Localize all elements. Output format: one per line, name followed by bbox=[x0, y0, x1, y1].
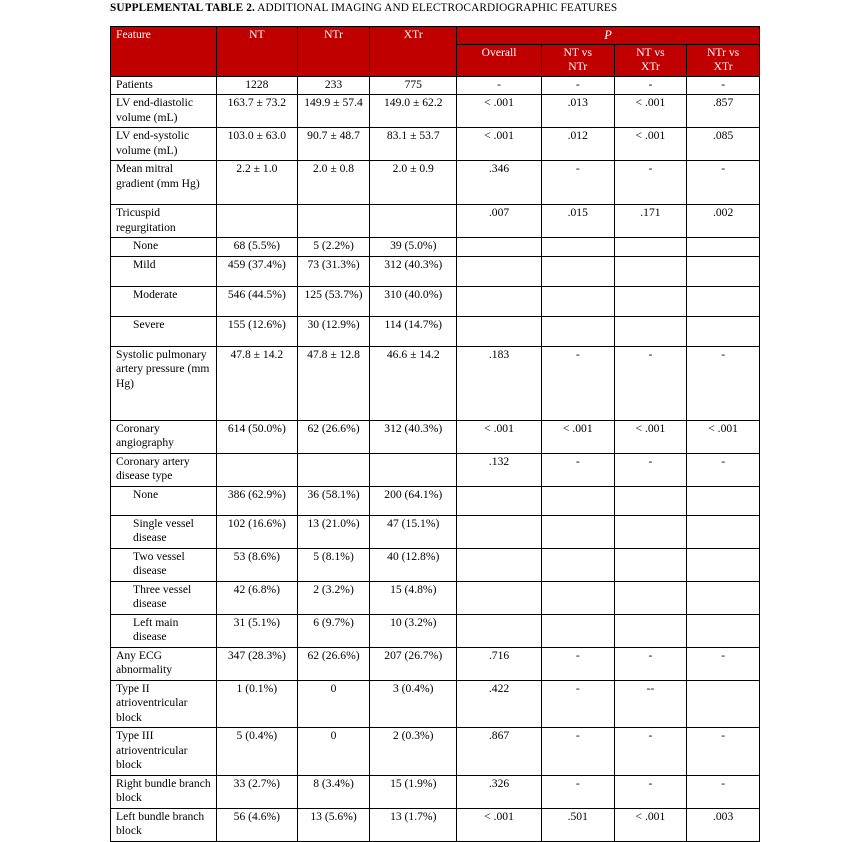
cell-p-ntr-vs-xtr: - bbox=[687, 647, 760, 680]
table-row bbox=[111, 316, 760, 346]
cell-p-nt-vs-xtr bbox=[614, 581, 687, 614]
cell-p-nt-vs-ntr: - bbox=[541, 775, 614, 808]
cell-ntr: 125 (53.7%) bbox=[297, 286, 370, 316]
column-header-ntr: NTr bbox=[297, 27, 370, 77]
cell-xtr: 775 bbox=[370, 76, 457, 95]
cell-p-nt-vs-xtr bbox=[614, 486, 687, 515]
cell-p-nt-vs-xtr: - bbox=[614, 161, 687, 205]
cell-p-nt-vs-xtr: -- bbox=[614, 680, 687, 728]
cell-feature: Left main disease bbox=[111, 614, 217, 647]
cell-p-overall bbox=[457, 614, 542, 647]
cell-nt: 33 (2.7%) bbox=[216, 775, 297, 808]
cell-p-ntr-vs-xtr: .857 bbox=[687, 95, 760, 128]
cell-nt: 42 (6.8%) bbox=[216, 581, 297, 614]
cell-xtr: 15 (1.9%) bbox=[370, 775, 457, 808]
table-row bbox=[111, 775, 760, 808]
cell-xtr: 312 (40.3%) bbox=[370, 256, 457, 286]
table-body bbox=[111, 76, 760, 841]
table-row bbox=[111, 205, 760, 238]
table-row bbox=[111, 238, 760, 257]
cell-nt bbox=[216, 205, 297, 238]
cell-p-nt-vs-xtr bbox=[614, 614, 687, 647]
cell-nt: 103.0 ± 63.0 bbox=[216, 128, 297, 161]
cell-xtr: 310 (40.0%) bbox=[370, 286, 457, 316]
cell-ntr: 13 (21.0%) bbox=[297, 515, 370, 548]
cell-xtr: 46.6 ± 14.2 bbox=[370, 346, 457, 420]
cell-ntr: 149.9 ± 57.4 bbox=[297, 95, 370, 128]
cell-xtr: 114 (14.7%) bbox=[370, 316, 457, 346]
cell-nt: 386 (62.9%) bbox=[216, 486, 297, 515]
cell-ntr: 0 bbox=[297, 728, 370, 776]
cell-nt: 163.7 ± 73.2 bbox=[216, 95, 297, 128]
table-header bbox=[111, 27, 760, 77]
cell-xtr: 312 (40.3%) bbox=[370, 420, 457, 453]
cell-feature: Left bundle branch block bbox=[111, 808, 217, 841]
table-row bbox=[111, 420, 760, 453]
table-row bbox=[111, 581, 760, 614]
cell-p-nt-vs-ntr: .015 bbox=[541, 205, 614, 238]
cell-p-overall bbox=[457, 548, 542, 581]
nt-vs-xtr-line1: NT vs bbox=[636, 45, 665, 59]
cell-p-overall bbox=[457, 581, 542, 614]
cell-xtr: 15 (4.8%) bbox=[370, 581, 457, 614]
cell-ntr: 62 (26.6%) bbox=[297, 420, 370, 453]
cell-xtr: 83.1 ± 53.7 bbox=[370, 128, 457, 161]
cell-feature: Single vessel disease bbox=[111, 515, 217, 548]
column-header-feature: Feature bbox=[111, 27, 217, 77]
column-header-p-nt-vs-xtr bbox=[614, 44, 687, 76]
cell-nt: 53 (8.6%) bbox=[216, 548, 297, 581]
cell-p-overall: < .001 bbox=[457, 95, 542, 128]
cell-p-nt-vs-ntr: - bbox=[541, 647, 614, 680]
cell-p-nt-vs-xtr bbox=[614, 256, 687, 286]
cell-p-nt-vs-ntr: - bbox=[541, 76, 614, 95]
cell-p-nt-vs-xtr bbox=[614, 238, 687, 257]
cell-p-nt-vs-ntr: .501 bbox=[541, 808, 614, 841]
table-caption-label: SUPPLEMENTAL TABLE 2. bbox=[110, 2, 255, 14]
cell-feature: Three vessel disease bbox=[111, 581, 217, 614]
cell-feature: Mean mitral gradient (mm Hg) bbox=[111, 161, 217, 205]
cell-feature: Mild bbox=[111, 256, 217, 286]
cell-xtr: 13 (1.7%) bbox=[370, 808, 457, 841]
table-row bbox=[111, 548, 760, 581]
cell-xtr bbox=[370, 205, 457, 238]
cell-p-nt-vs-ntr: .013 bbox=[541, 95, 614, 128]
cell-xtr: 47 (15.1%) bbox=[370, 515, 457, 548]
cell-p-nt-vs-ntr: - bbox=[541, 453, 614, 486]
cell-p-nt-vs-ntr: < .001 bbox=[541, 420, 614, 453]
cell-p-nt-vs-ntr: - bbox=[541, 161, 614, 205]
cell-p-ntr-vs-xtr bbox=[687, 256, 760, 286]
cell-p-ntr-vs-xtr: - bbox=[687, 346, 760, 420]
cell-p-nt-vs-ntr: - bbox=[541, 680, 614, 728]
nt-vs-ntr-line1: NT vs bbox=[563, 45, 592, 59]
cell-p-nt-vs-xtr: < .001 bbox=[614, 420, 687, 453]
cell-p-ntr-vs-xtr bbox=[687, 680, 760, 728]
cell-p-nt-vs-xtr bbox=[614, 548, 687, 581]
cell-p-nt-vs-ntr bbox=[541, 581, 614, 614]
cell-p-overall: .326 bbox=[457, 775, 542, 808]
cell-feature: Right bundle branch block bbox=[111, 775, 217, 808]
cell-p-nt-vs-xtr: - bbox=[614, 647, 687, 680]
cell-xtr: 40 (12.8%) bbox=[370, 548, 457, 581]
cell-p-overall: .346 bbox=[457, 161, 542, 205]
cell-nt bbox=[216, 453, 297, 486]
cell-p-nt-vs-ntr: - bbox=[541, 346, 614, 420]
table-row bbox=[111, 808, 760, 841]
cell-ntr: 62 (26.6%) bbox=[297, 647, 370, 680]
cell-nt: 155 (12.6%) bbox=[216, 316, 297, 346]
cell-p-nt-vs-xtr: - bbox=[614, 453, 687, 486]
cell-p-overall bbox=[457, 256, 542, 286]
cell-p-overall bbox=[457, 238, 542, 257]
cell-xtr bbox=[370, 453, 457, 486]
ntr-vs-xtr-line2: XTr bbox=[713, 59, 733, 73]
cell-ntr: 0 bbox=[297, 680, 370, 728]
cell-p-nt-vs-ntr bbox=[541, 614, 614, 647]
cell-xtr: 10 (3.2%) bbox=[370, 614, 457, 647]
cell-p-ntr-vs-xtr: - bbox=[687, 453, 760, 486]
cell-p-nt-vs-xtr: < .001 bbox=[614, 808, 687, 841]
cell-nt: 614 (50.0%) bbox=[216, 420, 297, 453]
cell-nt: 347 (28.3%) bbox=[216, 647, 297, 680]
cell-feature: Any ECG abnormality bbox=[111, 647, 217, 680]
cell-p-overall bbox=[457, 286, 542, 316]
cell-p-nt-vs-xtr bbox=[614, 316, 687, 346]
cell-p-overall: .183 bbox=[457, 346, 542, 420]
header-row-1 bbox=[111, 27, 760, 45]
cell-p-overall bbox=[457, 515, 542, 548]
cell-p-nt-vs-ntr bbox=[541, 515, 614, 548]
cell-p-nt-vs-xtr: - bbox=[614, 346, 687, 420]
column-header-p-group: P bbox=[457, 27, 760, 45]
cell-nt: 546 (44.5%) bbox=[216, 286, 297, 316]
cell-ntr: 2 (3.2%) bbox=[297, 581, 370, 614]
cell-ntr: 36 (58.1%) bbox=[297, 486, 370, 515]
cell-xtr: 149.0 ± 62.2 bbox=[370, 95, 457, 128]
cell-p-ntr-vs-xtr bbox=[687, 286, 760, 316]
cell-p-overall bbox=[457, 316, 542, 346]
cell-p-nt-vs-xtr: - bbox=[614, 775, 687, 808]
cell-ntr bbox=[297, 205, 370, 238]
table-row bbox=[111, 453, 760, 486]
cell-p-ntr-vs-xtr: .002 bbox=[687, 205, 760, 238]
table-row bbox=[111, 614, 760, 647]
cell-feature: Patients bbox=[111, 76, 217, 95]
column-header-p-nt-vs-ntr bbox=[541, 44, 614, 76]
table-row bbox=[111, 728, 760, 776]
cell-ntr: 5 (2.2%) bbox=[297, 238, 370, 257]
table-row bbox=[111, 256, 760, 286]
cell-ntr: 73 (31.3%) bbox=[297, 256, 370, 286]
cell-p-overall: .422 bbox=[457, 680, 542, 728]
cell-p-nt-vs-xtr: .171 bbox=[614, 205, 687, 238]
cell-feature: LV end-diastolic volume (mL) bbox=[111, 95, 217, 128]
cell-p-nt-vs-ntr: - bbox=[541, 728, 614, 776]
cell-ntr: 233 bbox=[297, 76, 370, 95]
cell-p-overall: .007 bbox=[457, 205, 542, 238]
cell-p-nt-vs-ntr: .012 bbox=[541, 128, 614, 161]
cell-nt: 1228 bbox=[216, 76, 297, 95]
table-row bbox=[111, 346, 760, 420]
column-header-nt: NT bbox=[216, 27, 297, 77]
cell-p-nt-vs-ntr bbox=[541, 548, 614, 581]
cell-p-ntr-vs-xtr bbox=[687, 614, 760, 647]
cell-ntr: 5 (8.1%) bbox=[297, 548, 370, 581]
cell-p-ntr-vs-xtr: .003 bbox=[687, 808, 760, 841]
cell-p-ntr-vs-xtr: .085 bbox=[687, 128, 760, 161]
cell-ntr: 90.7 ± 48.7 bbox=[297, 128, 370, 161]
cell-feature: Coronary angiography bbox=[111, 420, 217, 453]
cell-feature: None bbox=[111, 238, 217, 257]
table-row bbox=[111, 680, 760, 728]
nt-vs-ntr-line2: NTr bbox=[568, 59, 588, 73]
cell-ntr: 30 (12.9%) bbox=[297, 316, 370, 346]
cell-xtr: 2 (0.3%) bbox=[370, 728, 457, 776]
table-caption bbox=[110, 2, 810, 15]
cell-ntr: 6 (9.7%) bbox=[297, 614, 370, 647]
cell-feature: Tricuspid regurgitation bbox=[111, 205, 217, 238]
cell-ntr bbox=[297, 453, 370, 486]
cell-feature: LV end-systolic volume (mL) bbox=[111, 128, 217, 161]
cell-p-overall: .716 bbox=[457, 647, 542, 680]
cell-nt: 31 (5.1%) bbox=[216, 614, 297, 647]
cell-p-overall: < .001 bbox=[457, 420, 542, 453]
column-header-p-ntr-vs-xtr bbox=[687, 44, 760, 76]
cell-ntr: 47.8 ± 12.8 bbox=[297, 346, 370, 420]
cell-p-nt-vs-ntr bbox=[541, 256, 614, 286]
table-row bbox=[111, 647, 760, 680]
cell-nt: 1 (0.1%) bbox=[216, 680, 297, 728]
cell-feature: None bbox=[111, 486, 217, 515]
cell-p-nt-vs-xtr bbox=[614, 515, 687, 548]
cell-nt: 47.8 ± 14.2 bbox=[216, 346, 297, 420]
cell-p-nt-vs-xtr: - bbox=[614, 728, 687, 776]
cell-nt: 68 (5.5%) bbox=[216, 238, 297, 257]
cell-p-nt-vs-ntr bbox=[541, 286, 614, 316]
cell-nt: 56 (4.6%) bbox=[216, 808, 297, 841]
cell-p-ntr-vs-xtr bbox=[687, 486, 760, 515]
cell-p-overall: .132 bbox=[457, 453, 542, 486]
cell-p-ntr-vs-xtr: - bbox=[687, 161, 760, 205]
cell-nt: 2.2 ± 1.0 bbox=[216, 161, 297, 205]
cell-p-overall bbox=[457, 486, 542, 515]
cell-p-ntr-vs-xtr: - bbox=[687, 775, 760, 808]
cell-xtr: 3 (0.4%) bbox=[370, 680, 457, 728]
table-row bbox=[111, 95, 760, 128]
table-row bbox=[111, 128, 760, 161]
cell-feature: Systolic pulmonary artery pressure (mm Hg) bbox=[111, 346, 217, 420]
cell-p-overall: < .001 bbox=[457, 128, 542, 161]
nt-vs-xtr-line2: XTr bbox=[640, 59, 660, 73]
cell-ntr: 8 (3.4%) bbox=[297, 775, 370, 808]
cell-nt: 5 (0.4%) bbox=[216, 728, 297, 776]
cell-p-overall: .867 bbox=[457, 728, 542, 776]
cell-feature: Coronary artery disease type bbox=[111, 453, 217, 486]
table-row bbox=[111, 486, 760, 515]
cell-p-nt-vs-ntr bbox=[541, 238, 614, 257]
table-row bbox=[111, 76, 760, 95]
cell-nt: 459 (37.4%) bbox=[216, 256, 297, 286]
cell-xtr: 2.0 ± 0.9 bbox=[370, 161, 457, 205]
cell-feature: Severe bbox=[111, 316, 217, 346]
cell-feature: Type II atrioventricular block bbox=[111, 680, 217, 728]
supplemental-table-2 bbox=[110, 26, 760, 842]
cell-xtr: 39 (5.0%) bbox=[370, 238, 457, 257]
cell-xtr: 207 (26.7%) bbox=[370, 647, 457, 680]
cell-ntr: 13 (5.6%) bbox=[297, 808, 370, 841]
cell-p-ntr-vs-xtr bbox=[687, 548, 760, 581]
cell-p-ntr-vs-xtr bbox=[687, 515, 760, 548]
column-header-p-overall: Overall bbox=[457, 44, 542, 76]
table-caption-text: ADDITIONAL IMAGING AND ELECTROCARDIOGRAPHIC FEATURES bbox=[254, 2, 618, 14]
cell-p-nt-vs-xtr bbox=[614, 286, 687, 316]
cell-p-ntr-vs-xtr: < .001 bbox=[687, 420, 760, 453]
cell-nt: 102 (16.6%) bbox=[216, 515, 297, 548]
table-row bbox=[111, 286, 760, 316]
cell-p-ntr-vs-xtr: - bbox=[687, 76, 760, 95]
cell-p-ntr-vs-xtr bbox=[687, 316, 760, 346]
cell-p-overall: < .001 bbox=[457, 808, 542, 841]
column-header-xtr: XTr bbox=[370, 27, 457, 77]
cell-p-nt-vs-ntr bbox=[541, 486, 614, 515]
cell-xtr: 200 (64.1%) bbox=[370, 486, 457, 515]
cell-p-overall: - bbox=[457, 76, 542, 95]
table-row bbox=[111, 515, 760, 548]
cell-p-nt-vs-xtr: < .001 bbox=[614, 95, 687, 128]
cell-p-ntr-vs-xtr bbox=[687, 238, 760, 257]
cell-p-ntr-vs-xtr bbox=[687, 581, 760, 614]
cell-feature: Moderate bbox=[111, 286, 217, 316]
cell-p-nt-vs-ntr bbox=[541, 316, 614, 346]
cell-p-nt-vs-xtr: < .001 bbox=[614, 128, 687, 161]
cell-p-ntr-vs-xtr: - bbox=[687, 728, 760, 776]
cell-feature: Type III atrioventricular block bbox=[111, 728, 217, 776]
table-row bbox=[111, 161, 760, 205]
ntr-vs-xtr-line1: NTr vs bbox=[707, 45, 740, 59]
cell-ntr: 2.0 ± 0.8 bbox=[297, 161, 370, 205]
cell-p-nt-vs-xtr: - bbox=[614, 76, 687, 95]
cell-feature: Two vessel disease bbox=[111, 548, 217, 581]
